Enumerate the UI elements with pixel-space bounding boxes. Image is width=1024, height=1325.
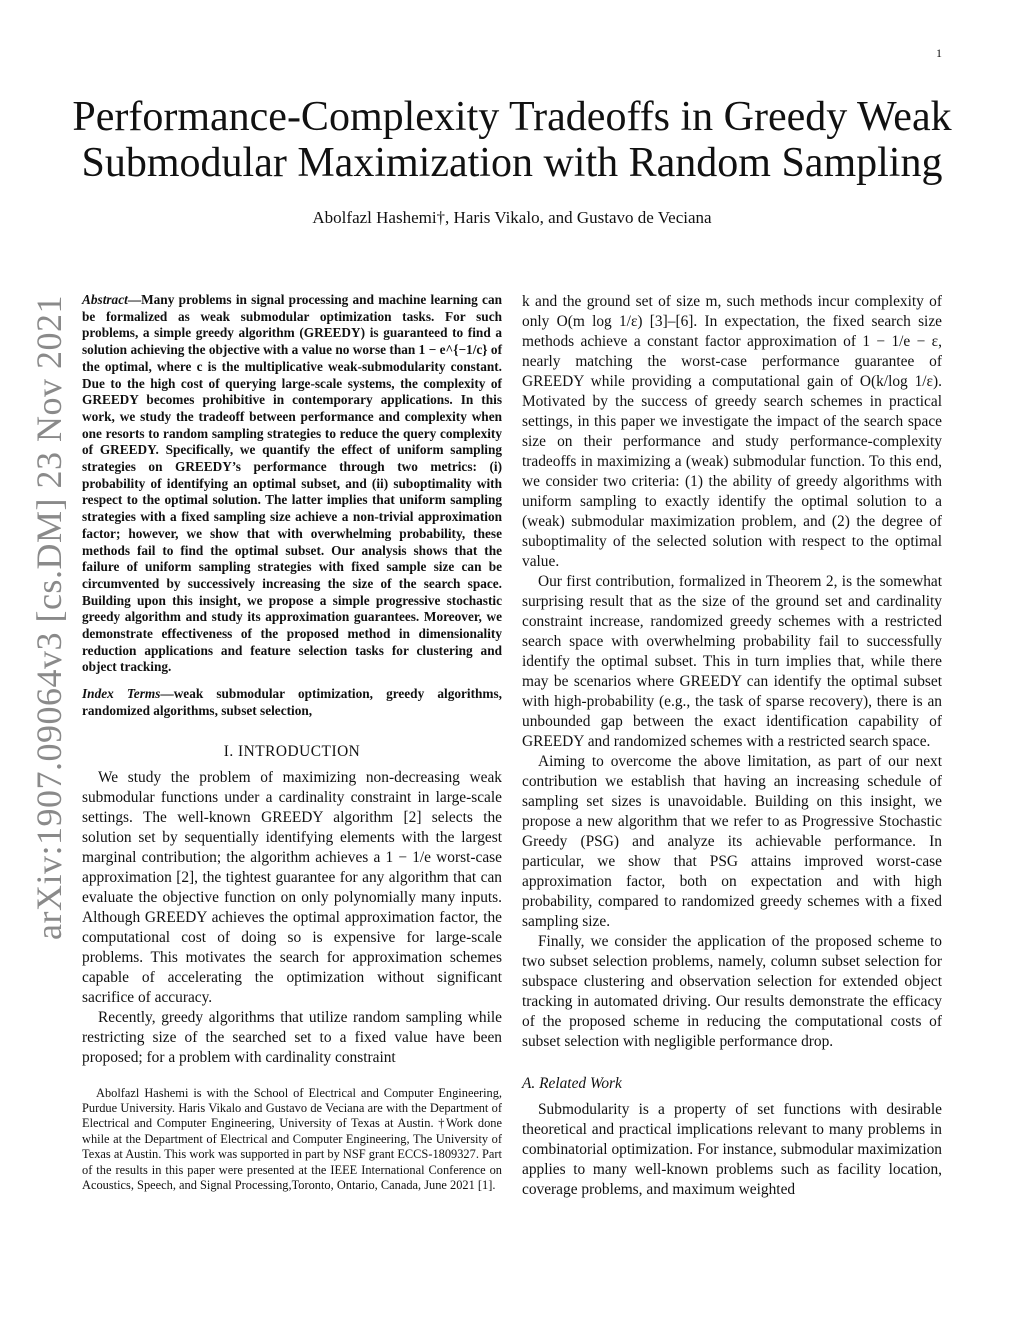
abstract-label: Abstract <box>82 292 128 307</box>
left-column <box>82 292 502 1193</box>
right-column <box>522 292 942 1200</box>
abstract <box>82 292 502 676</box>
subsection-heading-related-work: A. Related Work <box>522 1075 622 1092</box>
related-work-paragraph: Submodularity is a property of set functions with desirable theoretical and practical implications relevant to many problems in combinatorial optimization. For instance, submodular maximization applies to many well-known problems such as facility location, coverage problems, and maximum weighted <box>522 1101 942 1198</box>
author-list: Abolfazl Hashemi†, Haris Vikalo, and Gustavo de Veciana <box>312 208 712 227</box>
page-number: 1 <box>936 46 942 60</box>
intro-paragraph: Recently, greedy algorithms that utilize random sampling while restricting size of the searched set to a fixed value have been proposed; for a problem with cardinality constraint <box>82 1008 502 1066</box>
intro-paragraph-continued: k and the ground set of size m, such methods incur complexity of only O(m log 1/ε) [3]–[6]. In expectation, the fixed search size methods achieve a constant factor approximation of 1 − 1/e − ε, nearly matching the worst-case performance guarantee of GREEDY while providing a computational gain of O(k/log 1/ε). Motivated by the success of greedy search schemes in practical settings, in this paper we investigate the impact of the search space size on their performance and study performance-complexity tradeoffs in maximizing a (weak) submodular function. To this end, we consider two criteria: (1) the ability of greedy algorithms with uniform sampling to exactly identify the optimal solution to a (weak) submodular maximization problem, and (2) the degree of suboptimality of the selected solution with respect to the optimal value. <box>522 293 942 570</box>
contribution-paragraph: Aiming to overcome the above limitation, as part of our next contribution we establish that having an increasing schedule of sampling set sizes is unavoidable. Building on this insight, we propose a new algorithm that we refer to as Progressive Stochastic Greedy (PSG) and analyze its achievable performance. In particular, we show that PSG attains improved worst-case approximation factor, both on expectation and with high probability, compared to randomized greedy schemes with a fixed sampling size. <box>522 753 942 930</box>
index-terms <box>82 686 502 719</box>
index-terms-label: Index Terms <box>82 686 161 702</box>
intro-paragraph: We study the problem of maximizing non-decreasing weak submodular functions under a cardinality constraint in large-scale settings. The well-known GREEDY algorithm [2] selects the solution set by sequentially identifying elements with the largest marginal contribution; the algorithm achieves a 1 − 1/e worst-case approximation [2], the tightest guarantee for any algorithm that can evaluate the objective function on only polynomially many inputs. Although GREEDY achieves the optimal approximation factor, the computational cost of doing so is expensive for large-scale problems. This motivates the search for approximation schemes capable of accelerating the optimization without significant sacrifice of accuracy. <box>82 768 502 1006</box>
paper-title: Performance-Complexity Tradeoffs in Greedy Weak Submodular Maximization with Random Sampling <box>72 94 952 186</box>
application-paragraph: Finally, we consider the application of the proposed scheme to two subset selection problems, namely, column subset selection for subspace clustering and observation selection for extended object tracking in automated driving. Our results demonstrate the efficacy of the proposed scheme in reducing the computational costs of subset selection with negligible performance drop. <box>522 933 942 1050</box>
author-footnote: Abolfazl Hashemi is with the School of Electrical and Computer Engineering, Purdue University. Haris Vikalo and Gustavo de Veciana are with the Department of Electrical and Computer Engineering, University of Texas at Austin. †Work done while at the Department of Electrical and Computer Engineering, The University of Texas at Austin. This work was supported in part by NSF grant ECCS-1809327. Part of the results in this paper were presented at the IEEE International Conference on Acoustics, Speech, and Signal Processing,Toronto, Ontario, Canada, June 2021 [1]. <box>82 1085 502 1193</box>
index-terms-text: —weak submodular optimization, greedy algorithms, randomized algorithms, subset selection, <box>82 686 502 718</box>
section-heading-introduction: I. INTRODUCTION <box>223 742 361 760</box>
contribution-paragraph: Our first contribution, formalized in Theorem 2, is the somewhat surprising result that as the size of the ground set and cardinality constraint increase, randomized greedy schemes with a restricted search space with overwhelming probability fail to successfully identify the optimal subset. This in turn implies that, while there may be scenarios where GREEDY can identify the optimal subset with high-probability (e.g., the task of sparse recovery), there is an unbounded gap between the exact identification capability of GREEDY and randomized schemes with a restricted search space. <box>522 573 942 750</box>
abstract-text: —Many problems in signal processing and machine learning can be formalized as weak submodular optimization tasks. For such problems, a simple greedy algorithm (GREEDY) is guaranteed to find a solution achieving the objective with a value no worse than 1 − e^{−1/c} of the optimal, where c is the multiplicative weak-submodularity constant. Due to the high cost of querying large-scale systems, the complexity of GREEDY becomes prohibitive in contemporary applications. In this work, we study the tradeoff between performance and complexity when one resorts to random sampling strategies to reduce the query complexity of GREEDY. Specifically, we quantify the effect of uniform sampling strategies on GREEDY’s performance through two metrics: (i) probability of identifying an optimal subset, and (ii) suboptimality with respect to the optimal solution. The latter implies that uniform sampling strategies with a fixed sampling size achieve a non-trivial approximation factor; however, we show that with overwhelming probability, these methods fail to find the optimal subset. Our analysis shows that the failure of uniform sampling strategies with fixed sample size can be circumvented by successively increasing the size of the search space. Building upon this insight, we propose a simple progressive stochastic greedy algorithm and study its approximation guarantees. Moreover, we demonstrate effectiveness of the proposed method in dimensionality reduction applications and feature selection tasks for clustering and object tracking. <box>82 292 502 675</box>
arxiv-stamp: arXiv:1907.09064v3 [cs.DM] 23 Nov 2021 <box>29 295 69 940</box>
